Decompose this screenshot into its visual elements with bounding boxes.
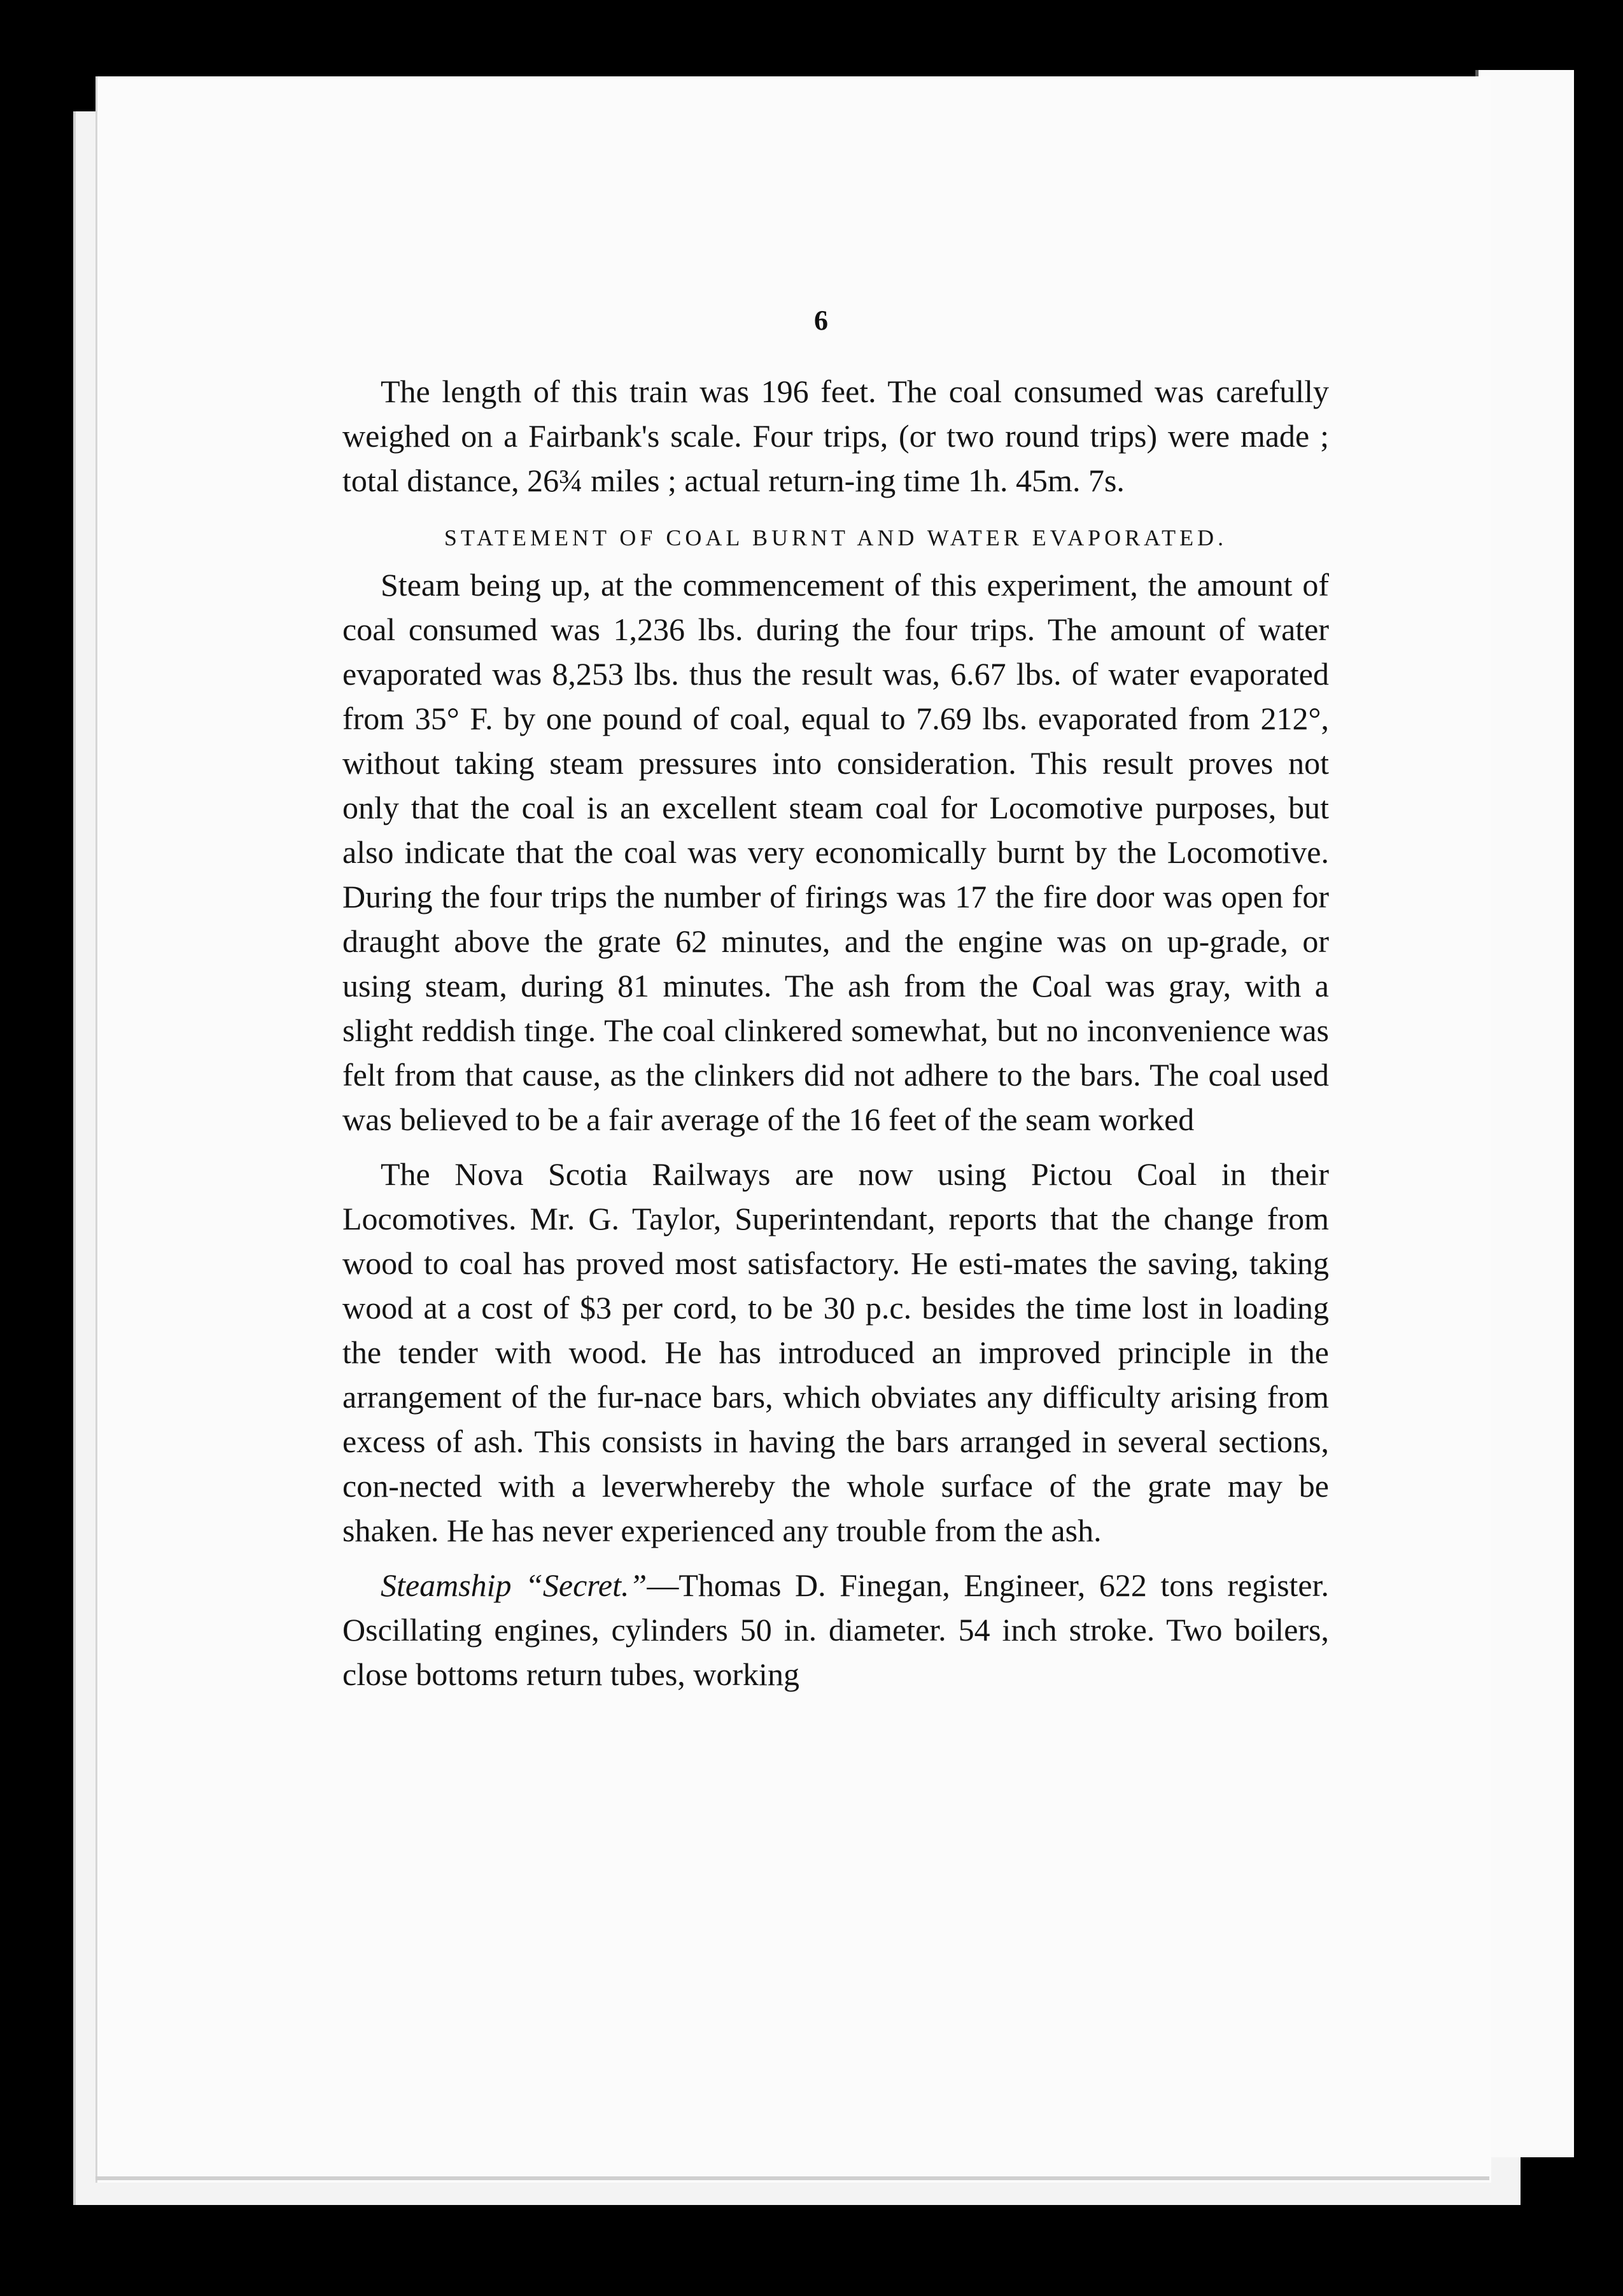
page-body [342, 369, 1329, 1697]
steamship-details: —Thomas D. Finegan, Engineer, 622 tons register. Oscillating engines, cylinders 50 in. diameter. 54 inch stroke. Two boilers, close bottoms return tubes, working [342, 1567, 1330, 1692]
page-number: 6 [814, 305, 828, 336]
steamship-name: Steamship “Secret.” [381, 1567, 647, 1603]
section-heading: STATEMENT OF COAL BURNT AND WATER EVAPORATED. [444, 525, 1228, 550]
intro-paragraph: The length of this train was 196 feet. The coal consumed was carefully weighed on a Fairbank's scale. Four trips, (or two round trips) were made ; total distance, 26¾ miles ; actual return-ing time 1h. 45m. 7s. [342, 374, 1329, 498]
page-bottom-edge [95, 2176, 1489, 2180]
statement-paragraph: Steam being up, at the commencement of this experiment, the amount of coal consumed was 1,236 lbs. during the four trips. The amount of water evaporated was 8,253 lbs. thus the result was, 6.67 lbs. of water evaporated from 35° F. by one pound of coal, equal to 7.69 lbs. evaporated from 212°, without taking steam pressures into consideration. This result proves not only that the coal is an excellent steam coal for Locomotive purposes, but also indicate that the coal was very economically burnt by the Locomotive. During the four trips the number of firings was 17 the fire door was open for draught above the grate 62 minutes, and the engine was on up-grade, or using steam, during 81 minutes. The ash from the Coal was gray, with a slight reddish tinge. The coal clinkered somewhat, but no inconvenience was felt from that cause, as the clinkers did not adhere to the bars. The coal used was believed to be a fair average of the 16 feet of the seam worked [342, 567, 1329, 1137]
railways-paragraph: The Nova Scotia Railways are now using Pictou Coal in their Locomotives. Mr. G. Taylor, Superintendant, reports that the change from wood to coal has proved most satisfactory. He esti-mates the saving, taking wood at a cost of $3 per cord, to be 30 p.c. besides the time lost in loading the tender with wood. He has introduced an improved principle in the arrangement of the fur-nace bars, which obviates any difficulty arising from excess of ash. This consists in having the bars arranged in several sections, con-nected with a leverwhereby the whole surface of the grate may be shaken. He has never experienced any trouble from the ash. [342, 1156, 1329, 1548]
steamship-paragraph [342, 1563, 1329, 1697]
